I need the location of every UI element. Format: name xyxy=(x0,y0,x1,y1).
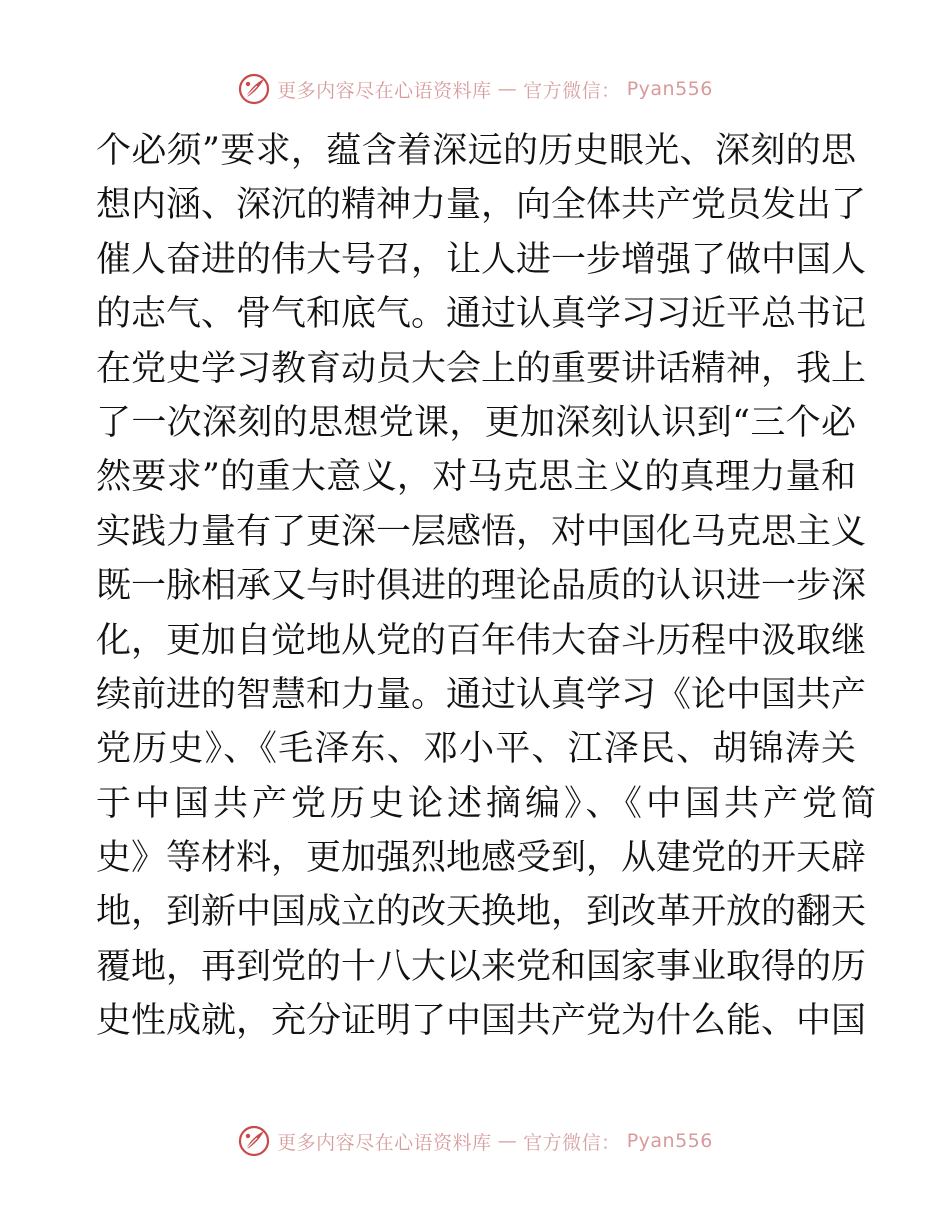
text-line: 史性成就，充分证明了中国共产党为什么能、中国 xyxy=(96,1001,867,1042)
text-line: 实践力量有了更深一层感悟，对中国化马克思主义 xyxy=(96,511,867,552)
header-watermark xyxy=(0,72,950,106)
watermark-id: Pyan556 xyxy=(626,78,713,100)
watermark-separator: — xyxy=(497,78,518,100)
text-line: 既一脉相承又与时俱进的理论品质的认识进一步深 xyxy=(96,566,867,607)
text-line: 在党史学习教育动员大会上的重要讲话精神，我上 xyxy=(96,348,867,389)
text-line: 的志气、骨气和底气。通过认真学习习近平总书记 xyxy=(96,294,867,335)
text-line: 个必须”要求，蕴含着深远的历史眼光、深刻的思 xyxy=(96,131,856,171)
watermark-text: 更多内容尽在心语资料库 xyxy=(277,79,492,102)
watermark-label: 官方微信： xyxy=(523,79,621,102)
text-line: 续前进的智慧和力量。通过认真学习《论中国共产 xyxy=(96,674,867,715)
feather-logo-icon xyxy=(237,72,271,106)
watermark-text: 更多内容尽在心语资料库 xyxy=(277,1131,492,1154)
text-line: 了一次深刻的思想党课，更加深刻认识到“三个必 xyxy=(96,402,856,443)
text-line: 于中国共产党历史论述摘编》、《中国共产党简 xyxy=(96,783,881,824)
text-line: 党历史》、《毛泽东、邓小平、江泽民、胡锦涛关 xyxy=(96,729,856,770)
watermark-id: Pyan556 xyxy=(626,1130,713,1152)
text-line: 催人奋进的伟大号召，让人进一步增强了做中国人 xyxy=(96,239,867,280)
footer-watermark xyxy=(0,1124,950,1158)
watermark-separator: — xyxy=(497,1130,518,1152)
text-line: 地，到新中国成立的改天换地，到改革开放的翻天 xyxy=(96,892,867,933)
document-body xyxy=(96,124,881,1049)
text-line: 覆地，再到党的十八大以来党和国家事业取得的历 xyxy=(96,946,867,987)
text-line: 想内涵、深沉的精神力量，向全体共产党员发出了 xyxy=(96,185,867,226)
text-line: 然要求”的重大意义，对马克思主义的真理力量和 xyxy=(96,457,856,498)
feather-logo-icon xyxy=(237,1124,271,1158)
watermark-label: 官方微信： xyxy=(523,1131,621,1154)
text-line: 史》等材料，更加强烈地感受到，从建党的开天辟 xyxy=(96,838,867,879)
text-line: 化，更加自觉地从党的百年伟大奋斗历程中汲取继 xyxy=(96,620,867,661)
